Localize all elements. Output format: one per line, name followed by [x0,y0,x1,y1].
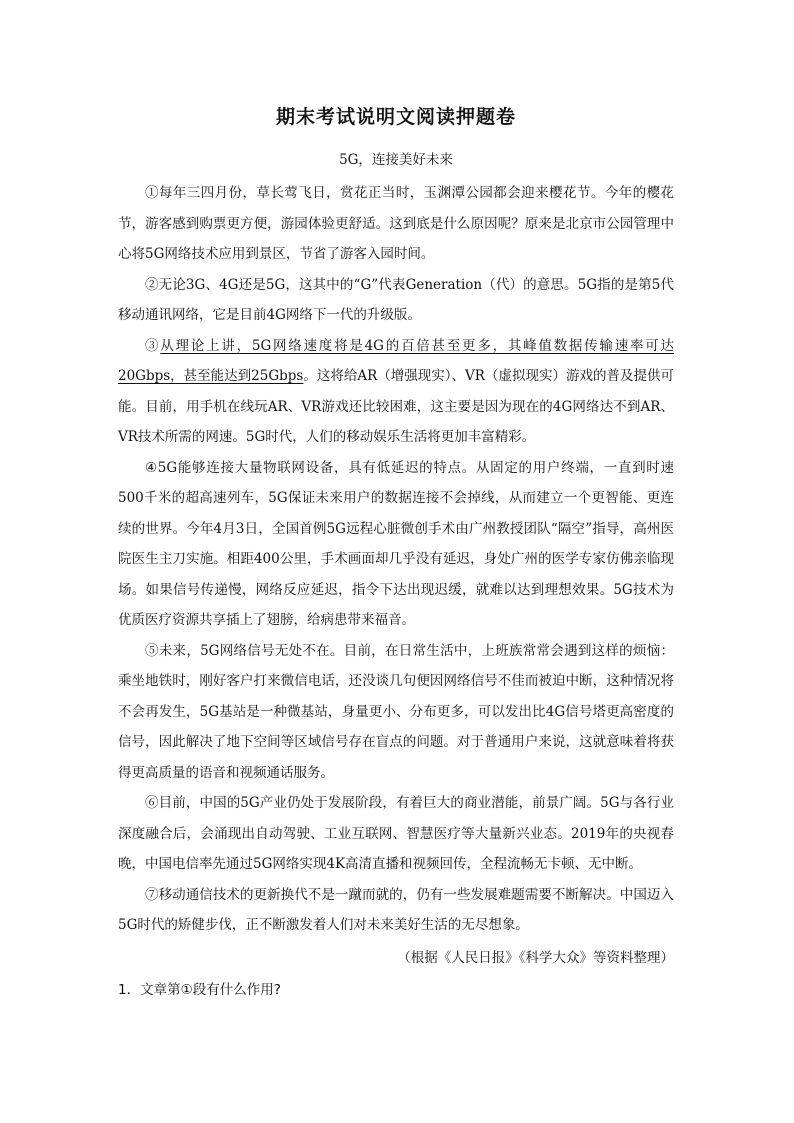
underlined-sentence: 从理论上讲，5G网络速度将是4G的百倍甚至更多，其峰值数据传输速率可达20Gbps，甚至能达到25Gbps [118,337,674,384]
paragraph-6: ⑥目前，中国的5G产业仍处于发展阶段，有着巨大的商业潜能，前景广阔。5G与各行业深度融合后，会涌现出自动驾驶、工业互联网、智慧医疗等大量新兴业态。2019年的央视春晚，中国电信率先通过5G网络实现4K高清直播和视频回传，全程流畅无卡顿、无中断。 [118,795,674,872]
paragraph-4: ④5G能够连接大量物联网设备，具有低延迟的特点。从固定的用户终端，一直到时速500千米的超高速列车，5G保证未来用户的数据连接不会掉线，从而建立一个更智能、更连续的世界。今年4月3日，全国首例5G远程心脏微创手术由广州教授团队“隔空”指导，高州医院医生主刀实施。相距400公里，手术画面却几乎没有延迟，身处广州的医学专家仿佛亲临现场。如果信号传递慢，网络反应延迟，指令下达出现迟缓，就难以达到理想效果。5G技术为优质医疗资源共享插上了翅膀，给病患带来福音。 [118,459,674,628]
paragraph-3 [118,331,674,453]
article-title: 5G，连接美好未来 [339,152,453,168]
paragraph-3-rest: 。这将给AR（增强现实）、VR（虚拟现实）游戏的普及提供可能。目前，用手机在线玩AR、VR游戏还比较困难，这主要是因为现在的4G网络达不到AR、VR技术所需的网速。5G时代，人们的移动娱乐生活将更加丰富精彩。 [118,368,675,445]
paragraph-7: ⑦移动通信技术的更新换代不是一蹴而就的，仍有一些发展难题需要不断解决。中国迈入5G时代的矫健步伐，正不断激发着人们对未来美好生活的无尽想象。 [118,886,674,933]
source-note: （根据《人民日报》《科学大众》等资料整理） [397,949,674,966]
page-title: 期末考试说明文阅读押题卷 [275,106,516,128]
question-1: 1．文章第①段有什么作用? [118,981,281,998]
paragraph-2: ②无论3G、4G还是5G，这其中的“G”代表Generation（代）的意思。5G指的是第5代移动通讯网络，它是目前4G网络下一代的升级版。 [118,276,674,323]
document-body [118,100,674,1005]
paragraph-3-number: ③ [145,337,161,354]
paragraph-5: ⑤未来，5G网络信号无处不在。目前，在日常生活中，上班族常常会遇到这样的烦恼：乘坐地铁时，刚好客户打来微信电话，还没谈几句便因网络信号不佳而被迫中断，这种情况将不会再发生，5G基站是一种微基站，身量更小、分布更多，可以发出比4G信号塔更高密度的信号，因此解决了地下空间等区域信号存在盲点的问题。对于普通用户来说，这就意味着将获得更高质量的语音和视频通话服务。 [118,642,674,781]
paragraph-1: ①每年三四月份，草长莺飞日，赏花正当时，玉渊潭公园都会迎来樱花节。今年的樱花节，游客感到购票更方便，游园体验更舒适。这到底是什么原因呢？原来是北京市公园管理中心将5G网络技术应用到景区，节省了游客入园时间。 [118,185,674,262]
